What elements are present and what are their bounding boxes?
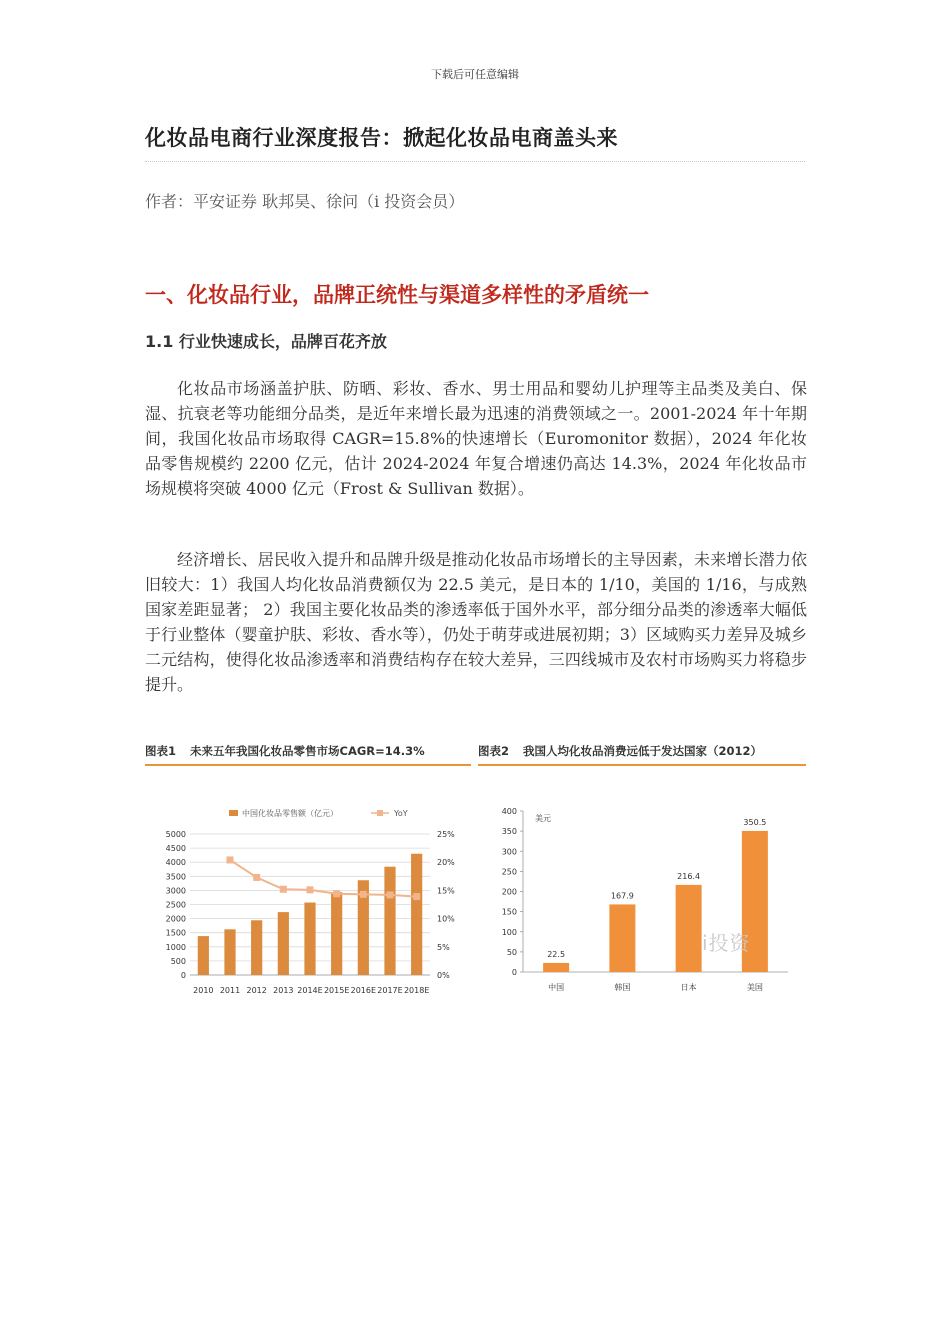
y2-tick-label: 5%	[437, 942, 450, 952]
legend-bar-swatch	[229, 810, 238, 816]
yoy-point	[227, 856, 234, 863]
y-tick-label: 300	[501, 847, 517, 857]
y-tick-label: 150	[501, 907, 517, 917]
y-tick-label: 0	[511, 968, 517, 977]
x-tick-label: 2010	[193, 986, 214, 995]
figure-2-number: 图表2	[478, 744, 510, 758]
y-tick-label: 200	[501, 887, 517, 897]
bar-2017E	[384, 867, 395, 975]
bar-2014E	[304, 903, 315, 975]
paragraph-market-overview: 化妆品市场涵盖护肤、防晒、彩妆、香水、男士用品和婴幼儿护理等主品类及美白、保湿、抗衰老等功能细分品类，是近年来增长最为迅速的消费领域之一。2001-2024 年十年期间，我国化妆品市场取得 CAGR=15.8%的快速增长（Euromonitor 数据），2024 年化妆品零售规模约 2200 亿元，估计 2024-2024 年复合增速仍高达 14.3%，2024 年化妆品市场规模将突破 4000 亿元（Frost & Sullivan 数据）。	[145, 379, 807, 498]
y-tick-label: 500	[170, 956, 186, 966]
figure-2	[478, 740, 806, 992]
x-tick-label: 2011	[219, 986, 241, 995]
y-tick-label: 350	[501, 827, 517, 837]
watermark: i投资	[702, 931, 751, 955]
x-tick-label: 2017E	[377, 986, 403, 995]
y2-tick-label: 20%	[437, 858, 455, 868]
yoy-point	[360, 891, 367, 898]
bar-2018E	[411, 854, 422, 975]
bar-2010	[198, 936, 209, 975]
figure-1	[145, 740, 471, 995]
y-tick-label: 4000	[165, 858, 186, 868]
author-line: 作者：平安证券 耿邦昊、徐问（i 投资会员）	[145, 192, 465, 211]
y-tick-label: 3500	[165, 872, 186, 882]
yoy-point	[333, 890, 340, 897]
legend-bar-label: 中国化妆品零售额（亿元）	[242, 809, 338, 818]
x-tick-label: 2015E	[323, 986, 350, 995]
subsection-heading: 1.1 行业快速成长，品牌百花齐放	[145, 332, 387, 351]
title-divider	[145, 161, 805, 162]
y2-tick-label: 0%	[437, 971, 450, 980]
x-tick-label: 2016E	[350, 986, 377, 995]
x-tick-label: 2013	[273, 986, 294, 995]
legend-line-label: YoY	[394, 809, 408, 818]
bar-2011	[224, 929, 235, 975]
figure-2-caption: 我国人均化妆品消费远低于发达国家（2012）	[523, 744, 763, 758]
yoy-point	[307, 886, 314, 893]
bar-中国	[543, 963, 569, 972]
x-tick-label: 2014E	[297, 986, 323, 995]
y-tick-label: 400	[501, 807, 517, 816]
y2-tick-label: 25%	[437, 830, 455, 839]
y-tick-label: 100	[501, 927, 517, 937]
y-tick-label: 2000	[165, 914, 186, 924]
y-tick-label: 250	[501, 867, 517, 877]
yoy-point	[253, 874, 260, 881]
value-label: 216.4	[677, 871, 701, 881]
unit-label: 美元	[535, 814, 551, 823]
y-tick-label: 0	[180, 971, 186, 980]
legend-line-marker	[377, 810, 383, 816]
figure-2-header	[478, 740, 806, 766]
retail-market-chart	[145, 766, 471, 995]
yoy-point	[413, 893, 420, 900]
y-tick-label: 3000	[165, 886, 186, 896]
bar-2013	[278, 912, 289, 975]
y-tick-label: 1500	[165, 928, 186, 938]
y2-tick-label: 15%	[437, 886, 455, 896]
yoy-point	[280, 886, 287, 893]
x-tick-label: 日本	[680, 983, 697, 992]
figure-1-header	[145, 740, 471, 766]
value-label: 350.5	[743, 817, 767, 827]
bar-2015E	[331, 892, 342, 975]
y-tick-label: 5000	[165, 830, 186, 839]
y-tick-label: 50	[506, 947, 517, 957]
y-tick-label: 1000	[165, 942, 186, 952]
x-tick-label: 美国	[746, 983, 763, 992]
figure-1-caption: 未来五年我国化妆品零售市场CAGR=14.3%	[190, 744, 425, 758]
x-tick-label: 中国	[548, 983, 565, 992]
per-capita-spending-chart	[478, 766, 806, 992]
header-note: 下载后可任意编辑	[431, 68, 519, 81]
x-tick-label: 2012	[246, 986, 267, 995]
value-label: 22.5	[547, 949, 566, 959]
bar-日本	[676, 885, 702, 972]
bar-韩国	[609, 904, 635, 972]
y-tick-label: 4500	[165, 844, 186, 854]
section-heading: 一、化妆品行业，品牌正统性与渠道多样性的矛盾统一	[145, 283, 649, 307]
yoy-point	[387, 891, 394, 898]
paragraph-growth-drivers: 经济增长、居民收入提升和品牌升级是推动化妆品市场增长的主导因素，未来增长潜力依旧较大：1）我国人均化妆品消费额仅为 22.5 美元，是日本的 1/10，美国的 1/16，与成熟国家差距显著； 2）我国主要化妆品类的渗透率低于国外水平，部分细分品类的渗透率大幅低于行业整体（婴童护肤、彩妆、香水等），仍处于萌芽或进展初期；3）区域购买力差异及城乡二元结构，使得化妆品渗透率和消费结构存在较大差异，三四线城市及农村市场购买力将稳步提升。	[145, 550, 807, 694]
bar-2012	[251, 920, 262, 975]
x-tick-label: 2018E	[403, 986, 430, 995]
y-tick-label: 2500	[165, 900, 186, 910]
figure-1-number: 图表1	[145, 744, 177, 758]
x-tick-label: 韩国	[614, 983, 631, 992]
y2-tick-label: 10%	[437, 914, 455, 924]
document-title: 化妆品电商行业深度报告：掀起化妆品电商盖头来	[145, 126, 618, 150]
value-label: 167.9	[610, 891, 634, 901]
